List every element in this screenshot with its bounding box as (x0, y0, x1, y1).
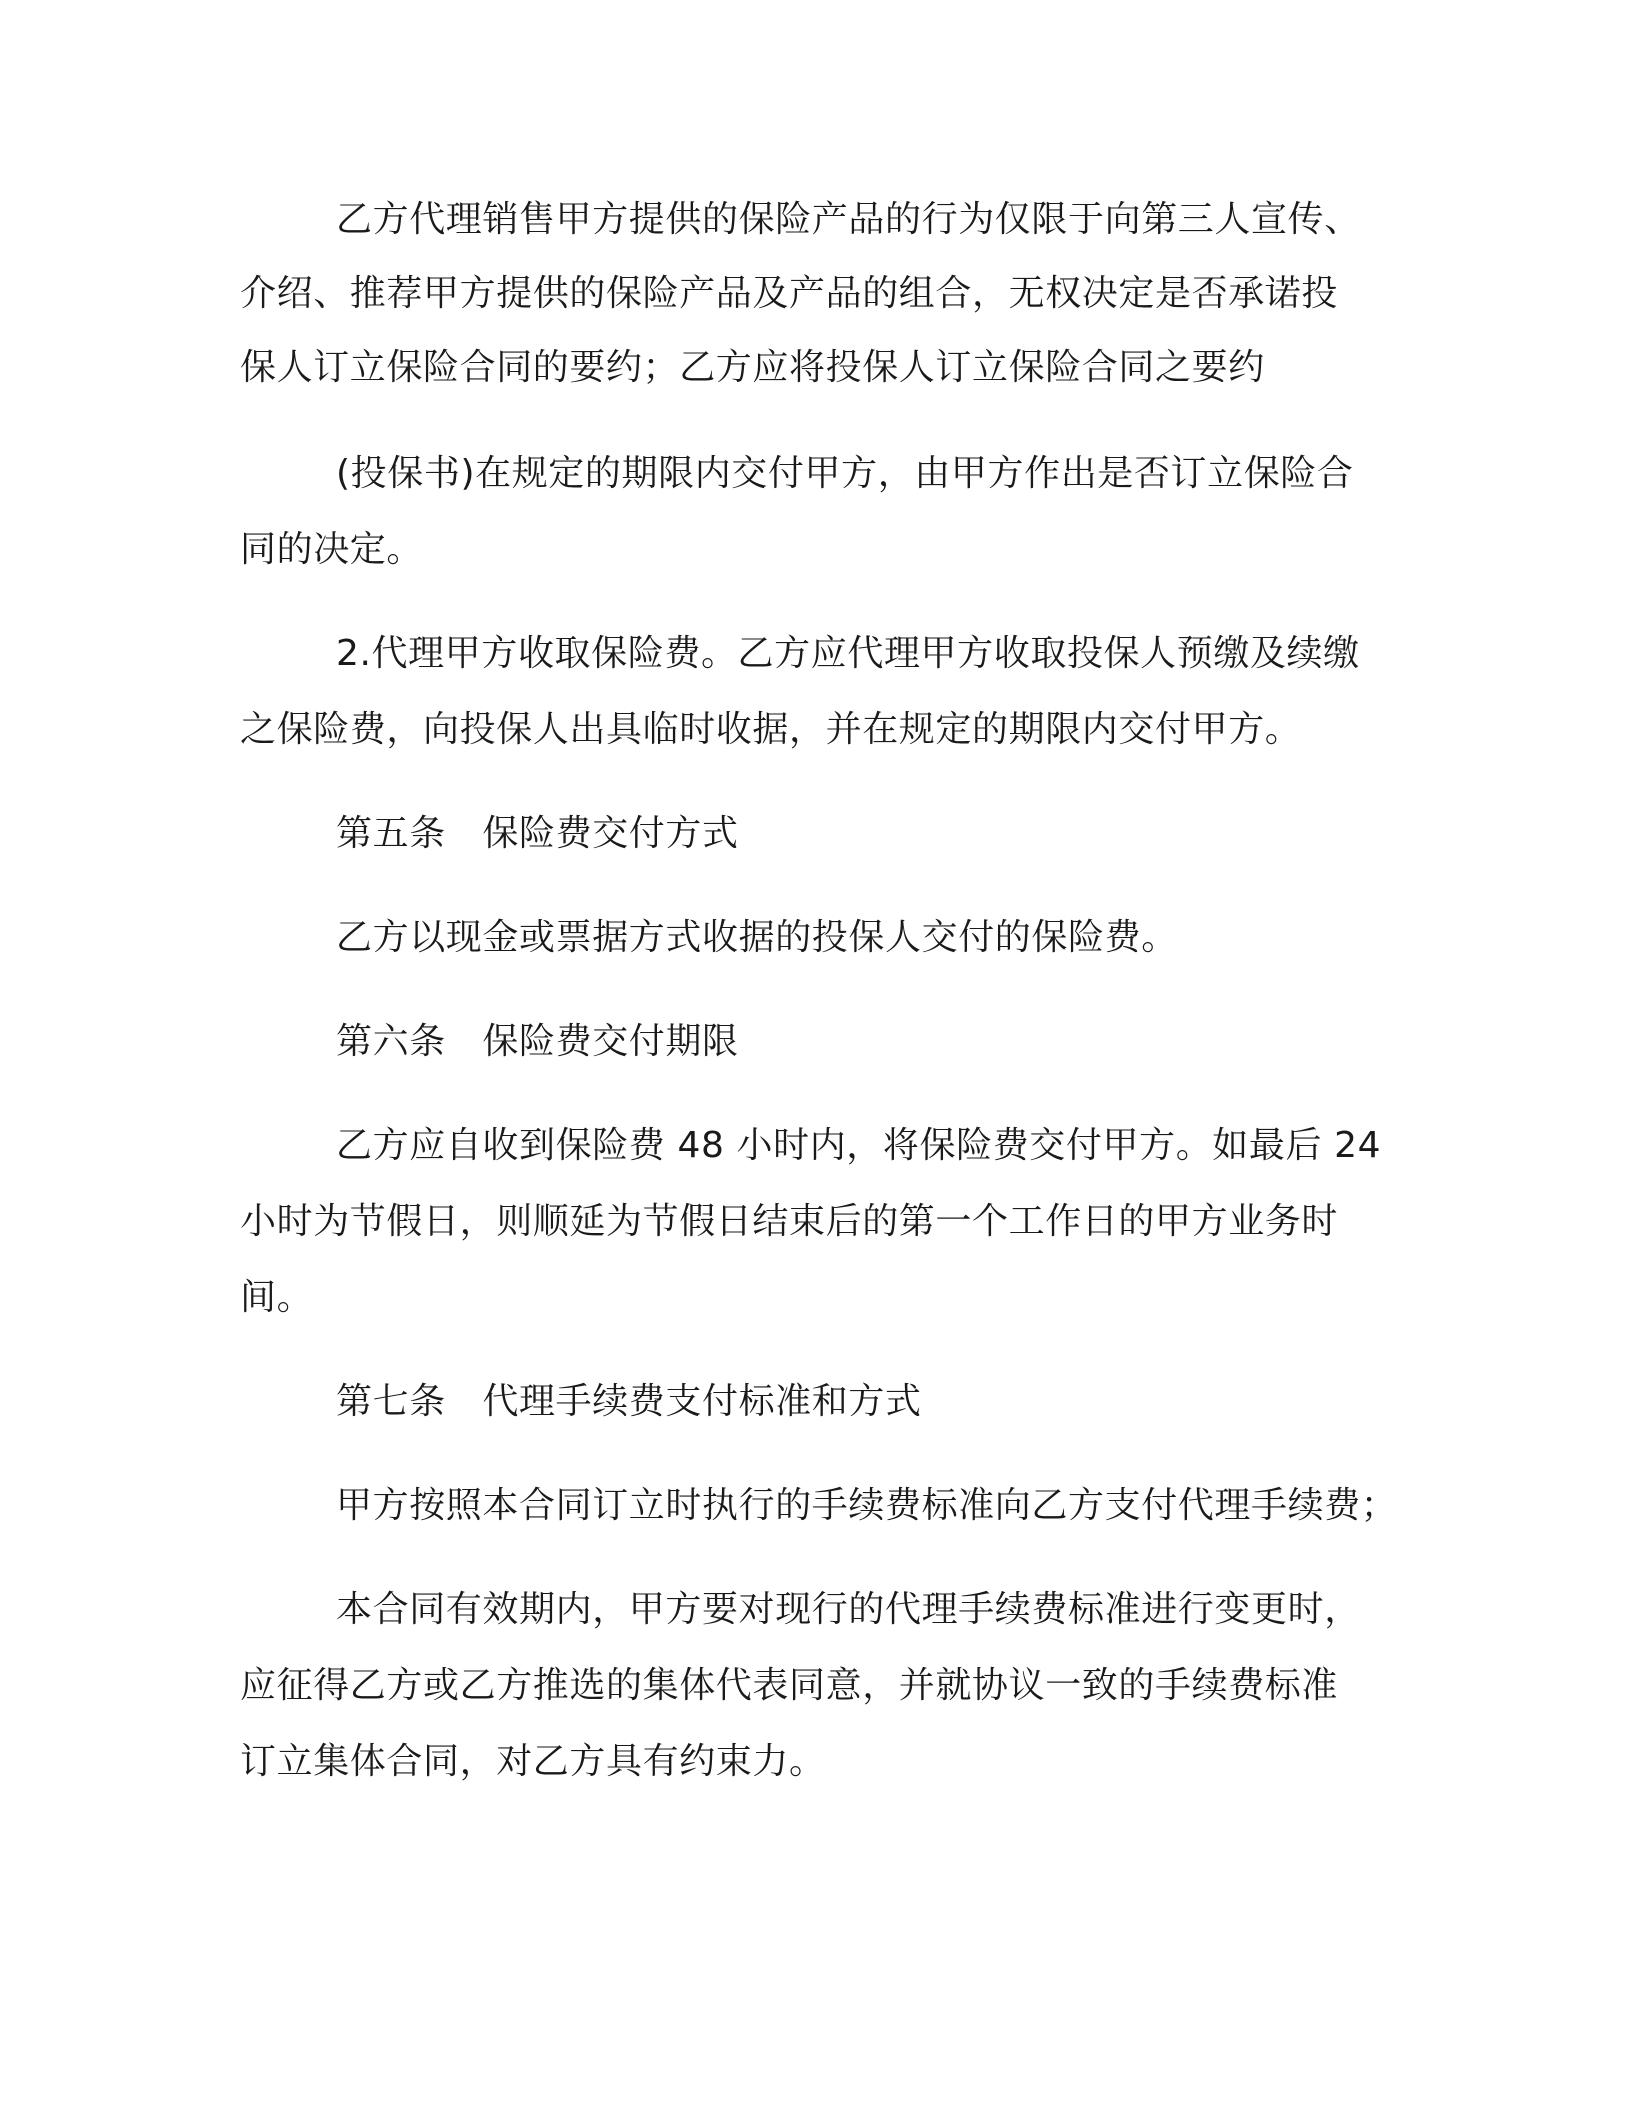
text-line: 乙方以现金或票据方式收据的投保人交付的保险费。 (336, 917, 1178, 958)
text-line: 订立集体合同，对乙方具有约束力。 (240, 1741, 826, 1782)
text-line: 之保险费，向投保人出具临时收据，并在规定的期限内交付甲方。 (240, 709, 1302, 750)
article-5-heading: 第五条 保险费交付方式 (336, 813, 739, 854)
text-line: 小时为节假日，则顺延为节假日结束后的第一个工作日的甲方业务时 (240, 1201, 1339, 1242)
text-line: 2.代理甲方收取保险费。乙方应代理甲方收取投保人预缴及续缴 (336, 633, 1360, 674)
text-line: 介绍、推荐甲方提供的保险产品及产品的组合，无权决定是否承诺投 (240, 273, 1339, 314)
article-7-heading: 第七条 代理手续费支付标准和方式 (336, 1381, 922, 1422)
text-line: 同的决定。 (240, 529, 424, 570)
text-line: 本合同有效期内，甲方要对现行的代理手续费标准进行变更时， (336, 1589, 1361, 1630)
text-line: 乙方代理销售甲方提供的保险产品的行为仅限于向第三人宣传、 (336, 199, 1361, 240)
text-line: 乙方应自收到保险费 48 小时内，将保险费交付甲方。如最后 24 (336, 1125, 1382, 1166)
article-6-heading: 第六条 保险费交付期限 (336, 1021, 739, 1062)
text-line: 甲方按照本合同订立时执行的手续费标准向乙方支付代理手续费； (336, 1485, 1398, 1526)
text-line: 应征得乙方或乙方推选的集体代表同意，并就协议一致的手续费标准 (240, 1665, 1339, 1706)
text-line: 保人订立保险合同的要约；乙方应将投保人订立保险合同之要约 (240, 347, 1265, 388)
text-line: 间。 (240, 1277, 314, 1318)
text-line: (投保书)在规定的期限内交付甲方，由甲方作出是否订立保险合 (336, 453, 1354, 494)
